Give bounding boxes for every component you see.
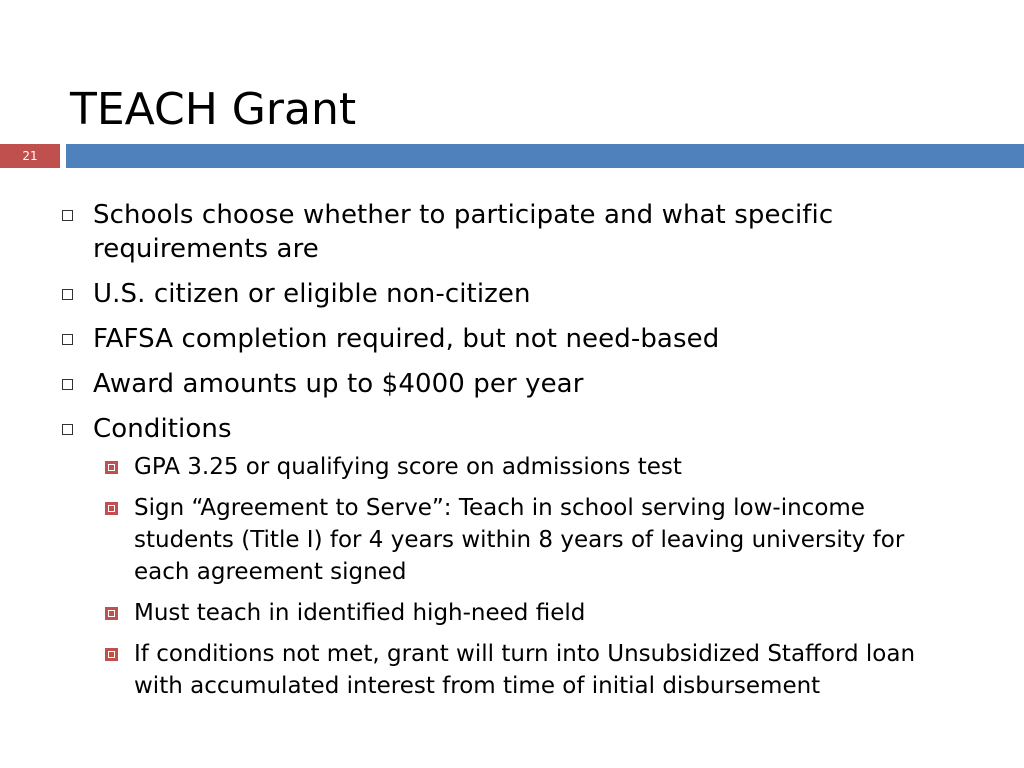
filled-square-bullet-icon xyxy=(105,648,118,661)
sub-bullet-text: GPA 3.25 or qualifying score on admissions test xyxy=(134,454,682,480)
slide-content xyxy=(62,198,962,711)
hollow-square-bullet-icon xyxy=(62,210,73,221)
hollow-square-bullet-icon xyxy=(62,289,73,300)
bullet-item xyxy=(62,198,962,266)
slide-title: TEACH Grant xyxy=(70,84,357,135)
hollow-square-bullet-icon xyxy=(62,334,73,345)
sub-bullet-text: Sign “Agreement to Serve”: Teach in school serving low-income students (Title I) for 4 years within 8 years of leaving university for each agreement signed xyxy=(134,495,905,585)
title-underline-bar xyxy=(66,144,1024,168)
bullet-text: Schools choose whether to participate and what specific requirements are xyxy=(93,200,834,264)
bullet-text: U.S. citizen or eligible non-citizen xyxy=(93,279,531,309)
conditions-sublist xyxy=(62,451,962,702)
sub-bullet-item xyxy=(104,597,962,629)
bullet-item xyxy=(62,412,962,446)
filled-square-bullet-icon xyxy=(105,502,118,515)
bullet-item xyxy=(62,367,962,401)
filled-square-bullet-icon xyxy=(105,607,118,620)
hollow-square-bullet-icon xyxy=(62,379,73,390)
hollow-square-bullet-icon xyxy=(62,424,73,435)
sub-bullet-item xyxy=(104,451,962,483)
bullet-text: Award amounts up to $4000 per year xyxy=(93,369,584,399)
bullet-text: FAFSA completion required, but not need-based xyxy=(93,324,720,354)
bullet-text: Conditions xyxy=(93,414,232,444)
sub-bullet-text: If conditions not met, grant will turn into Unsubsidized Stafford loan with accumulated interest from time of initial disbursement xyxy=(134,641,916,699)
bullet-item xyxy=(62,277,962,311)
sub-bullet-item xyxy=(104,492,962,588)
bullet-item xyxy=(62,322,962,356)
sub-bullet-item xyxy=(104,638,962,702)
slide-number: 21 xyxy=(0,144,60,168)
filled-square-bullet-icon xyxy=(105,461,118,474)
sub-bullet-text: Must teach in identified high-need field xyxy=(134,600,586,626)
